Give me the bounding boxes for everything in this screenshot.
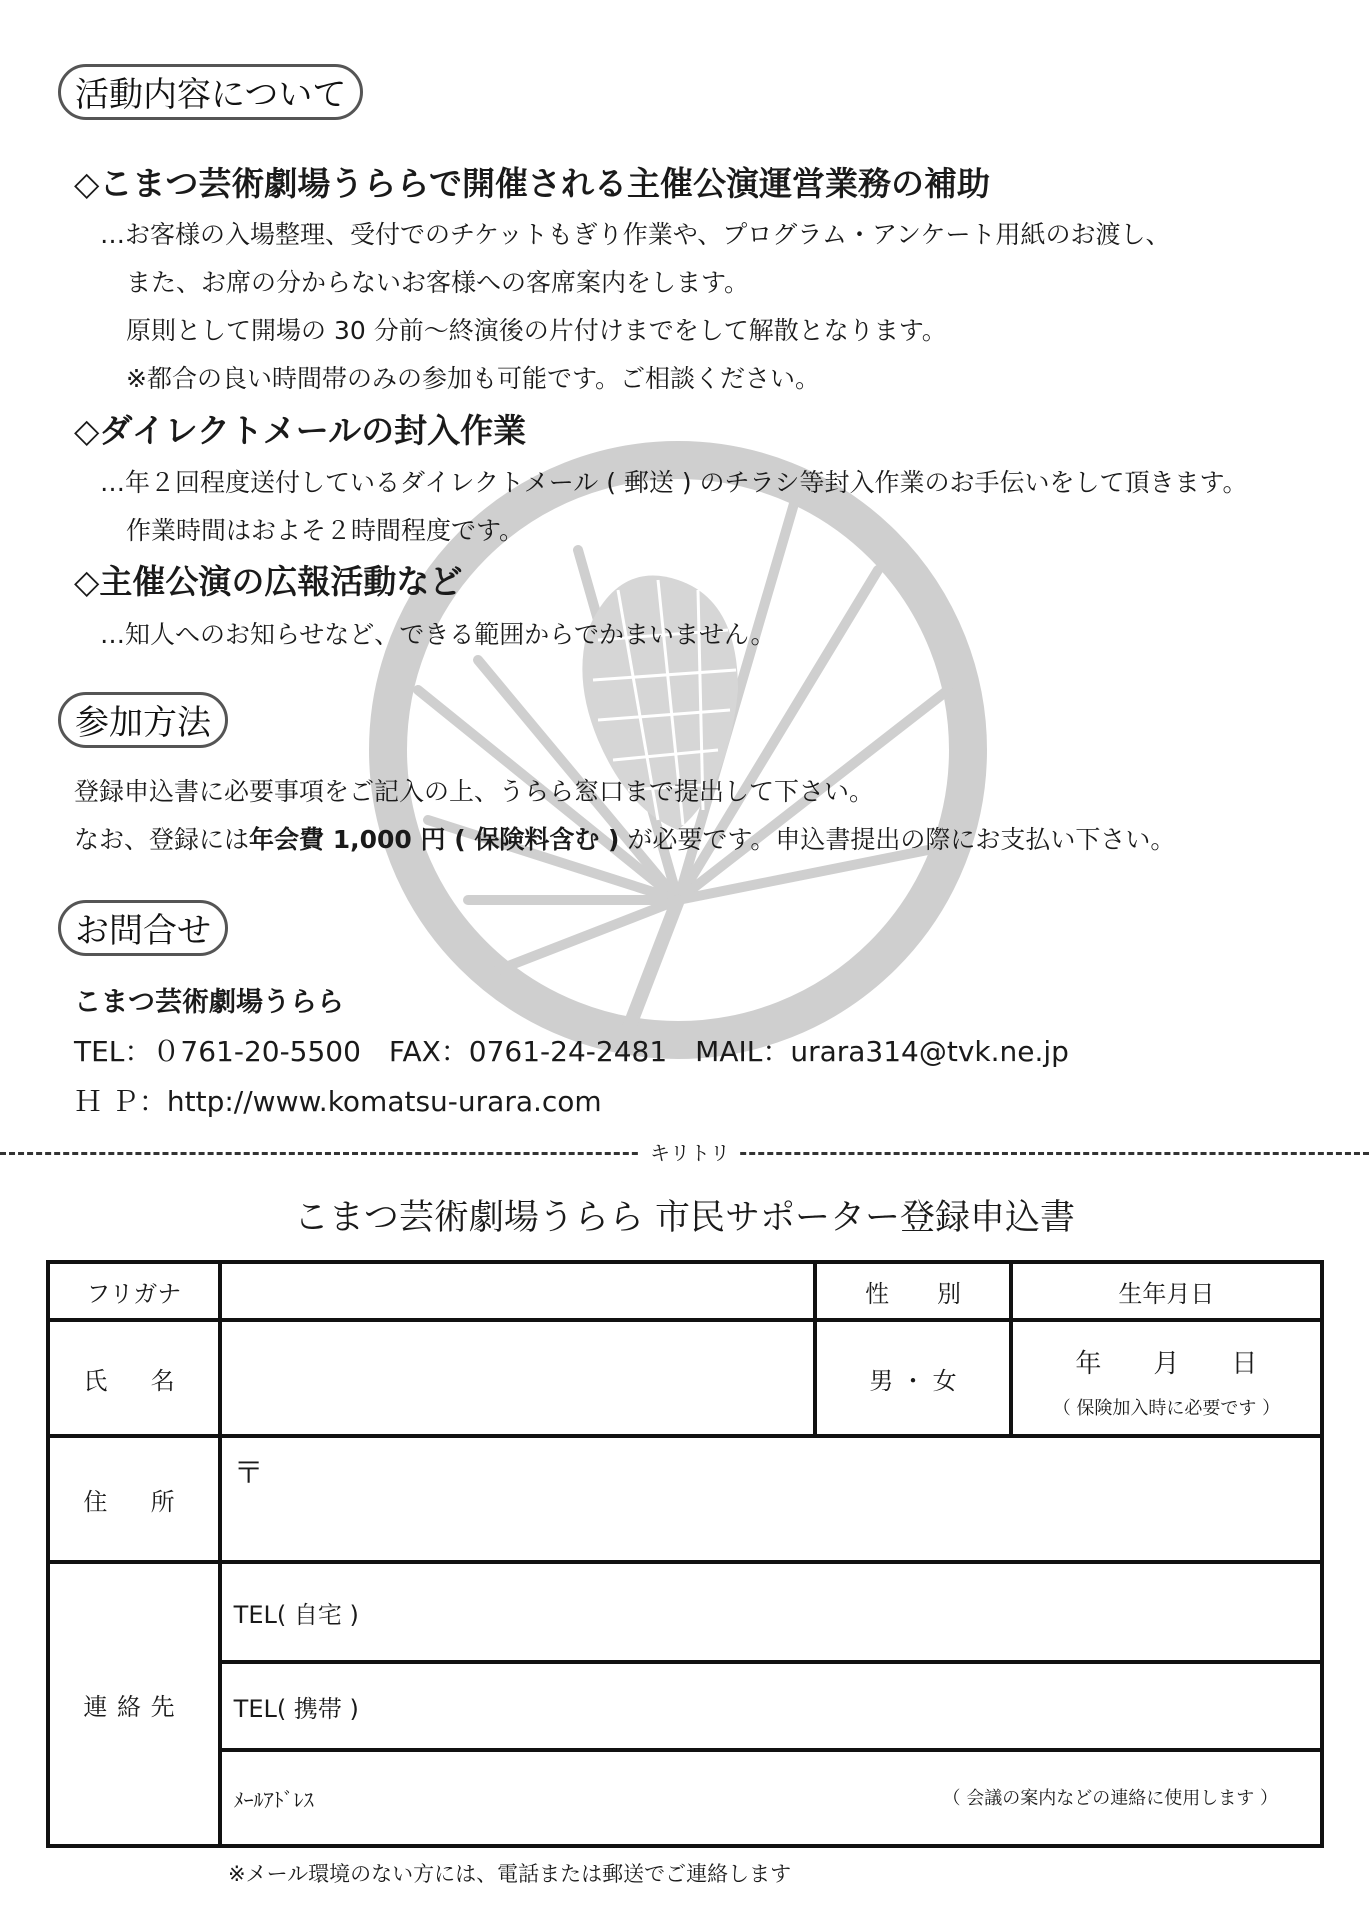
activity-1-line-1: …お客様の入場整理、受付でのチケットもぎり作業や、プログラム・アンケート用紙のお渡し、	[100, 220, 1171, 249]
howto-line-2-pre: なお、登録には	[74, 825, 250, 854]
email-label: ﾒｰﾙｱﾄﾞﾚｽ	[233, 1787, 314, 1812]
activity-1-line-2: また、お席の分からないお客様への客席案内をします。	[126, 268, 750, 297]
tel-home-field[interactable]	[220, 1562, 1322, 1662]
howto-line-2	[74, 820, 1175, 856]
registration-form	[46, 1260, 1324, 1848]
name-label: 氏 名	[48, 1320, 220, 1436]
section-heading-howto: 参加方法	[58, 692, 228, 748]
contact-label: 連絡先	[48, 1562, 220, 1846]
activity-title-3: ◇主催公演の広報活動など	[74, 562, 463, 601]
activity-1-line-4: ※都合の良い時間帯のみの参加も可能です。ご相談ください。	[126, 364, 820, 393]
furigana-field[interactable]	[220, 1262, 816, 1320]
contact-org-name: こまつ芸術劇場うらら	[74, 987, 344, 1018]
gender-label: 性 別	[815, 1262, 1011, 1320]
howto-line-2-post: が必要です。申込書提出の際にお支払い下さい。	[619, 825, 1176, 854]
section-heading-contact: お問合せ	[58, 900, 228, 956]
postal-mark: 〒	[233, 1456, 264, 1491]
tel-mobile-field[interactable]	[220, 1662, 1322, 1750]
form-title: こまつ芸術劇場うらら 市民サポーター登録申込書	[293, 1198, 1076, 1238]
howto-line-1: 登録申込書に必要事項をご記入の上、うらら窓口まで提出して下さい。	[74, 777, 875, 806]
gender-options[interactable]: 男 ・ 女	[815, 1320, 1011, 1436]
address-label: 住 所	[48, 1436, 220, 1562]
activity-2-line-1: …年２回程度送付しているダイレクトメール ( 郵送 ) のチラシ等封入作業のお手伝いをして頂きます。	[100, 468, 1248, 497]
activity-2-line-2: 作業時間はおよそ２時間程度です。	[126, 516, 525, 545]
email-field[interactable]	[220, 1750, 1322, 1846]
activity-title-1: ◇こまつ芸術劇場うららで開催される主催公演運営業務の補助	[74, 164, 991, 203]
tel-mobile-label: TEL( 携帯 )	[233, 1694, 359, 1723]
birthdate-field[interactable]	[1011, 1320, 1322, 1436]
birthdate-note: （ 保険加入時に必要です ）	[1052, 1397, 1281, 1419]
contact-tel-fax-mail: TEL：０761-20-5500 FAX：0761-24-2481 MAIL：urara314@tvk.ne.jp	[74, 1035, 1069, 1068]
activity-1-line-3: 原則として開場の 30 分前～終演後の片付けまでをして解散となります。	[126, 316, 947, 345]
activity-3-line-1: …知人へのお知らせなど、できる範囲からでかまいません。	[100, 620, 776, 649]
footnote: ※メール環境のない方には、電話または郵送でご連絡します	[228, 1862, 792, 1886]
section-heading-activities: 活動内容について	[58, 64, 363, 120]
name-field[interactable]	[220, 1320, 816, 1436]
cut-label: キリトリ	[640, 1137, 740, 1166]
tel-home-label: TEL( 自宅 )	[233, 1600, 359, 1629]
annual-fee-emphasis: 年会費 1,000 円 ( 保険料含む )	[249, 825, 620, 854]
contact-homepage: Ｈ Ｐ：http://www.komatsu-urara.com	[74, 1085, 602, 1118]
address-field[interactable]	[220, 1436, 1322, 1562]
email-note: （ 会議の案内などの連絡に使用します ）	[942, 1787, 1278, 1809]
birthdate-label: 生年月日	[1011, 1262, 1322, 1320]
activity-title-2: ◇ダイレクトメールの封入作業	[74, 411, 527, 450]
furigana-label: フリガナ	[48, 1262, 220, 1320]
birthdate-year-month-day: 年 月 日	[1075, 1348, 1258, 1379]
